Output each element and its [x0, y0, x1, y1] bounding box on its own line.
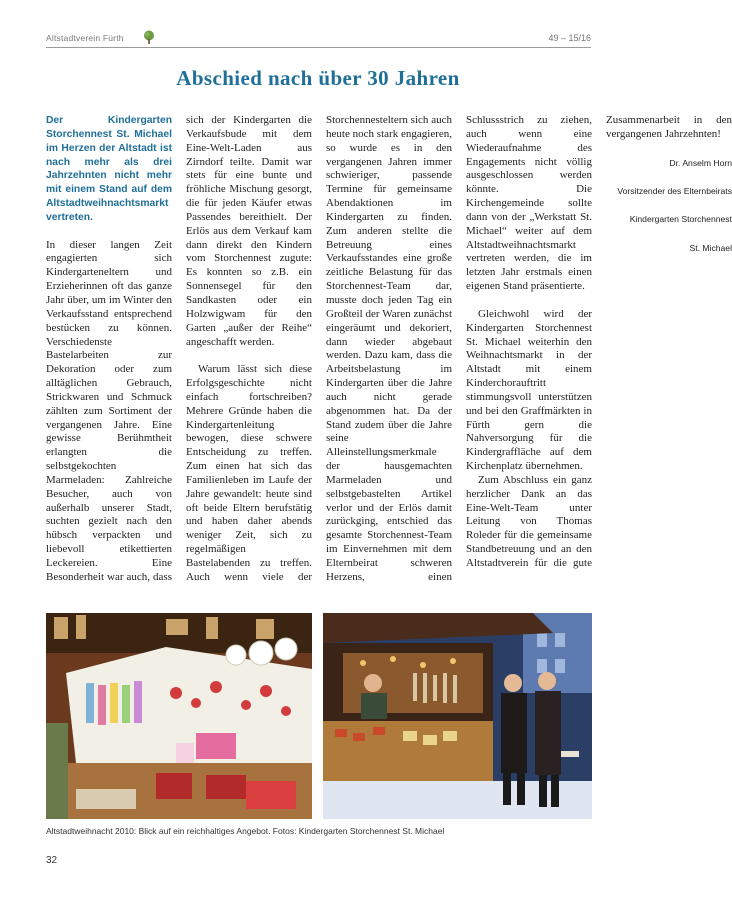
photo-market-goods — [46, 613, 312, 819]
paragraph: Gleichwohl wird der Kindergarten Storchennest St. Michael weiterhin den Weihnachtsmarkt in der Altstadt mit einem Kinderchorauftritt stimmungsvoll unterstützen und bei den Graffmärkten in Fürth gern die Nahversorgung für die Kindergraffläche auf dem Kirchenplatz übernehmen. — [466, 307, 592, 473]
article-lead: Der Kindergarten Storchennest St. Michael im Herzen der Altstadt ist nach mehr als drei Jahrzehnten nicht mehr mit einem Stand auf dem Altstadtweihnachtsmarkt vertreten. — [46, 115, 172, 223]
article-title: Abschied nach über 30 Jahren — [176, 66, 460, 90]
running-header — [46, 33, 591, 48]
issue-number: 49 – 15/16 — [548, 33, 591, 43]
publisher-name: Altstadtverein Fürth — [46, 33, 124, 43]
author-name: Dr. Anselm Horn — [669, 157, 732, 168]
author-org: Kindergarten Storchennest — [629, 214, 732, 225]
author-org-location: St. Michael — [689, 242, 732, 253]
article-body — [46, 114, 732, 598]
paragraph: Warum lässt sich diese Erfolgsgeschichte nicht einfach fortschreiben? Mehrere Gründe haben die Kindergartenleitung bewogen, diese schwere Entscheidung zu treffen. Zum einen hat sich das Familienleben im Laufe der Jahre gewandelt: heute sind oft beide Eltern berufstätig und haben daher abends weniger Zeit, sich zu regelmäßigen Bastelabenden zu treffen. Auch wenn viele der Storchennesteltern sich auch heute noch stark engagieren, so wurde es in den vergangenen Jahren immer schwieriger, passende Termine für gemeinsame Abendaktionen im Kindergarten zu finden. Zum anderen stellte die Betreuung eines Verkaufsstandes eine große zeitliche Belastung für das Storchennest-Team dar, musste doch jeden Tag ein Großteil der Waren zunächst eingeräumt und dekoriert, dann wieder abgebaut werden. Dazu kam, dass die Arbeitsbelastung im Kindergarten über die Jahre auch nicht gerade abgenommen hat. Da der Stand zudem über die Jahre seine Alleinstellungsmerkmale der hausgemachten Marmeladen und selbstgebastelten Artikel verlor und der Erlös damit zurückging, entschied das gesamte Storchennest-Team im Einvernehmen mit dem Elternbeirat schweren Herzens, einen Schlussstrich zu ziehen, auch wenn eine Wiederaufnahme des Engagements nicht völlig ausgeschlossen werden könnte. Die Kirchengemeinde sollte dann von der „Werkstatt St. Michael“ weiter auf dem Altstadtweihnachtsmarkt vertreten werden, die im letzten Jahr erstmals einen eigenen Stand präsentierte. — [186, 114, 592, 583]
author-role: Vorsitzender des Elternbeirats — [617, 185, 732, 196]
paragraph: Zum Abschluss ein ganz herzlicher Dank an das Eine-Welt-Team unter Leitung von Thomas Roleder für die gemeinsame Standbetreuung und an den Altstadtverein für die gute Zusammenarbeit in den vergangenen Jahrzehnten! — [466, 114, 732, 569]
photo-caption: Altstadtweihnacht 2010: Blick auf ein reichhaltiges Angebot. Fotos: Kindergarten Storchennest St. Michael — [46, 826, 445, 836]
page-number: 32 — [46, 855, 58, 866]
tree-icon — [143, 30, 155, 44]
paragraph: In dieser langen Zeit engagierten sich Kindergarteneltern und Erzieherinnen oft das ganze Jahr über, um im Winter den Verkaufsstand entsprechend bestücken zu können. Verschiedenste Bastelarbeiten zur Dekoration oder zum alltäglichen Gebrauch, Strickwaren und Schmuck zählten zum Sortiment der vergangenen Jahre. Eine gewisse Berühmtheit erlangten die selbstgekochten Marmeladen: Zahlreiche Besucher, auch von außerhalb unserer Stadt, suchten gezielt nach den hübsch verpackten und liebevoll etikettierten Leckereien. Eine Besonderheit war auch, dass sich der Kindergarten die Verkaufsbude mit dem Eine-Welt-Laden aus Zirndorf teilte. Damit war stets für eine bunte und fröhliche Mischung gesorgt, die für jeden Käufer etwas Passendes bereithielt. Der Erlös aus dem Verkauf kam dann direkt den Kindern vom Storchennest zugute: Es konnten so z.B. ein Sonnensegel für den Sandkasten oder ein Holzwigwam für den Garten „außer der Reihe“ angeschafft werden. — [46, 114, 312, 583]
photo-market-evening — [323, 613, 592, 819]
